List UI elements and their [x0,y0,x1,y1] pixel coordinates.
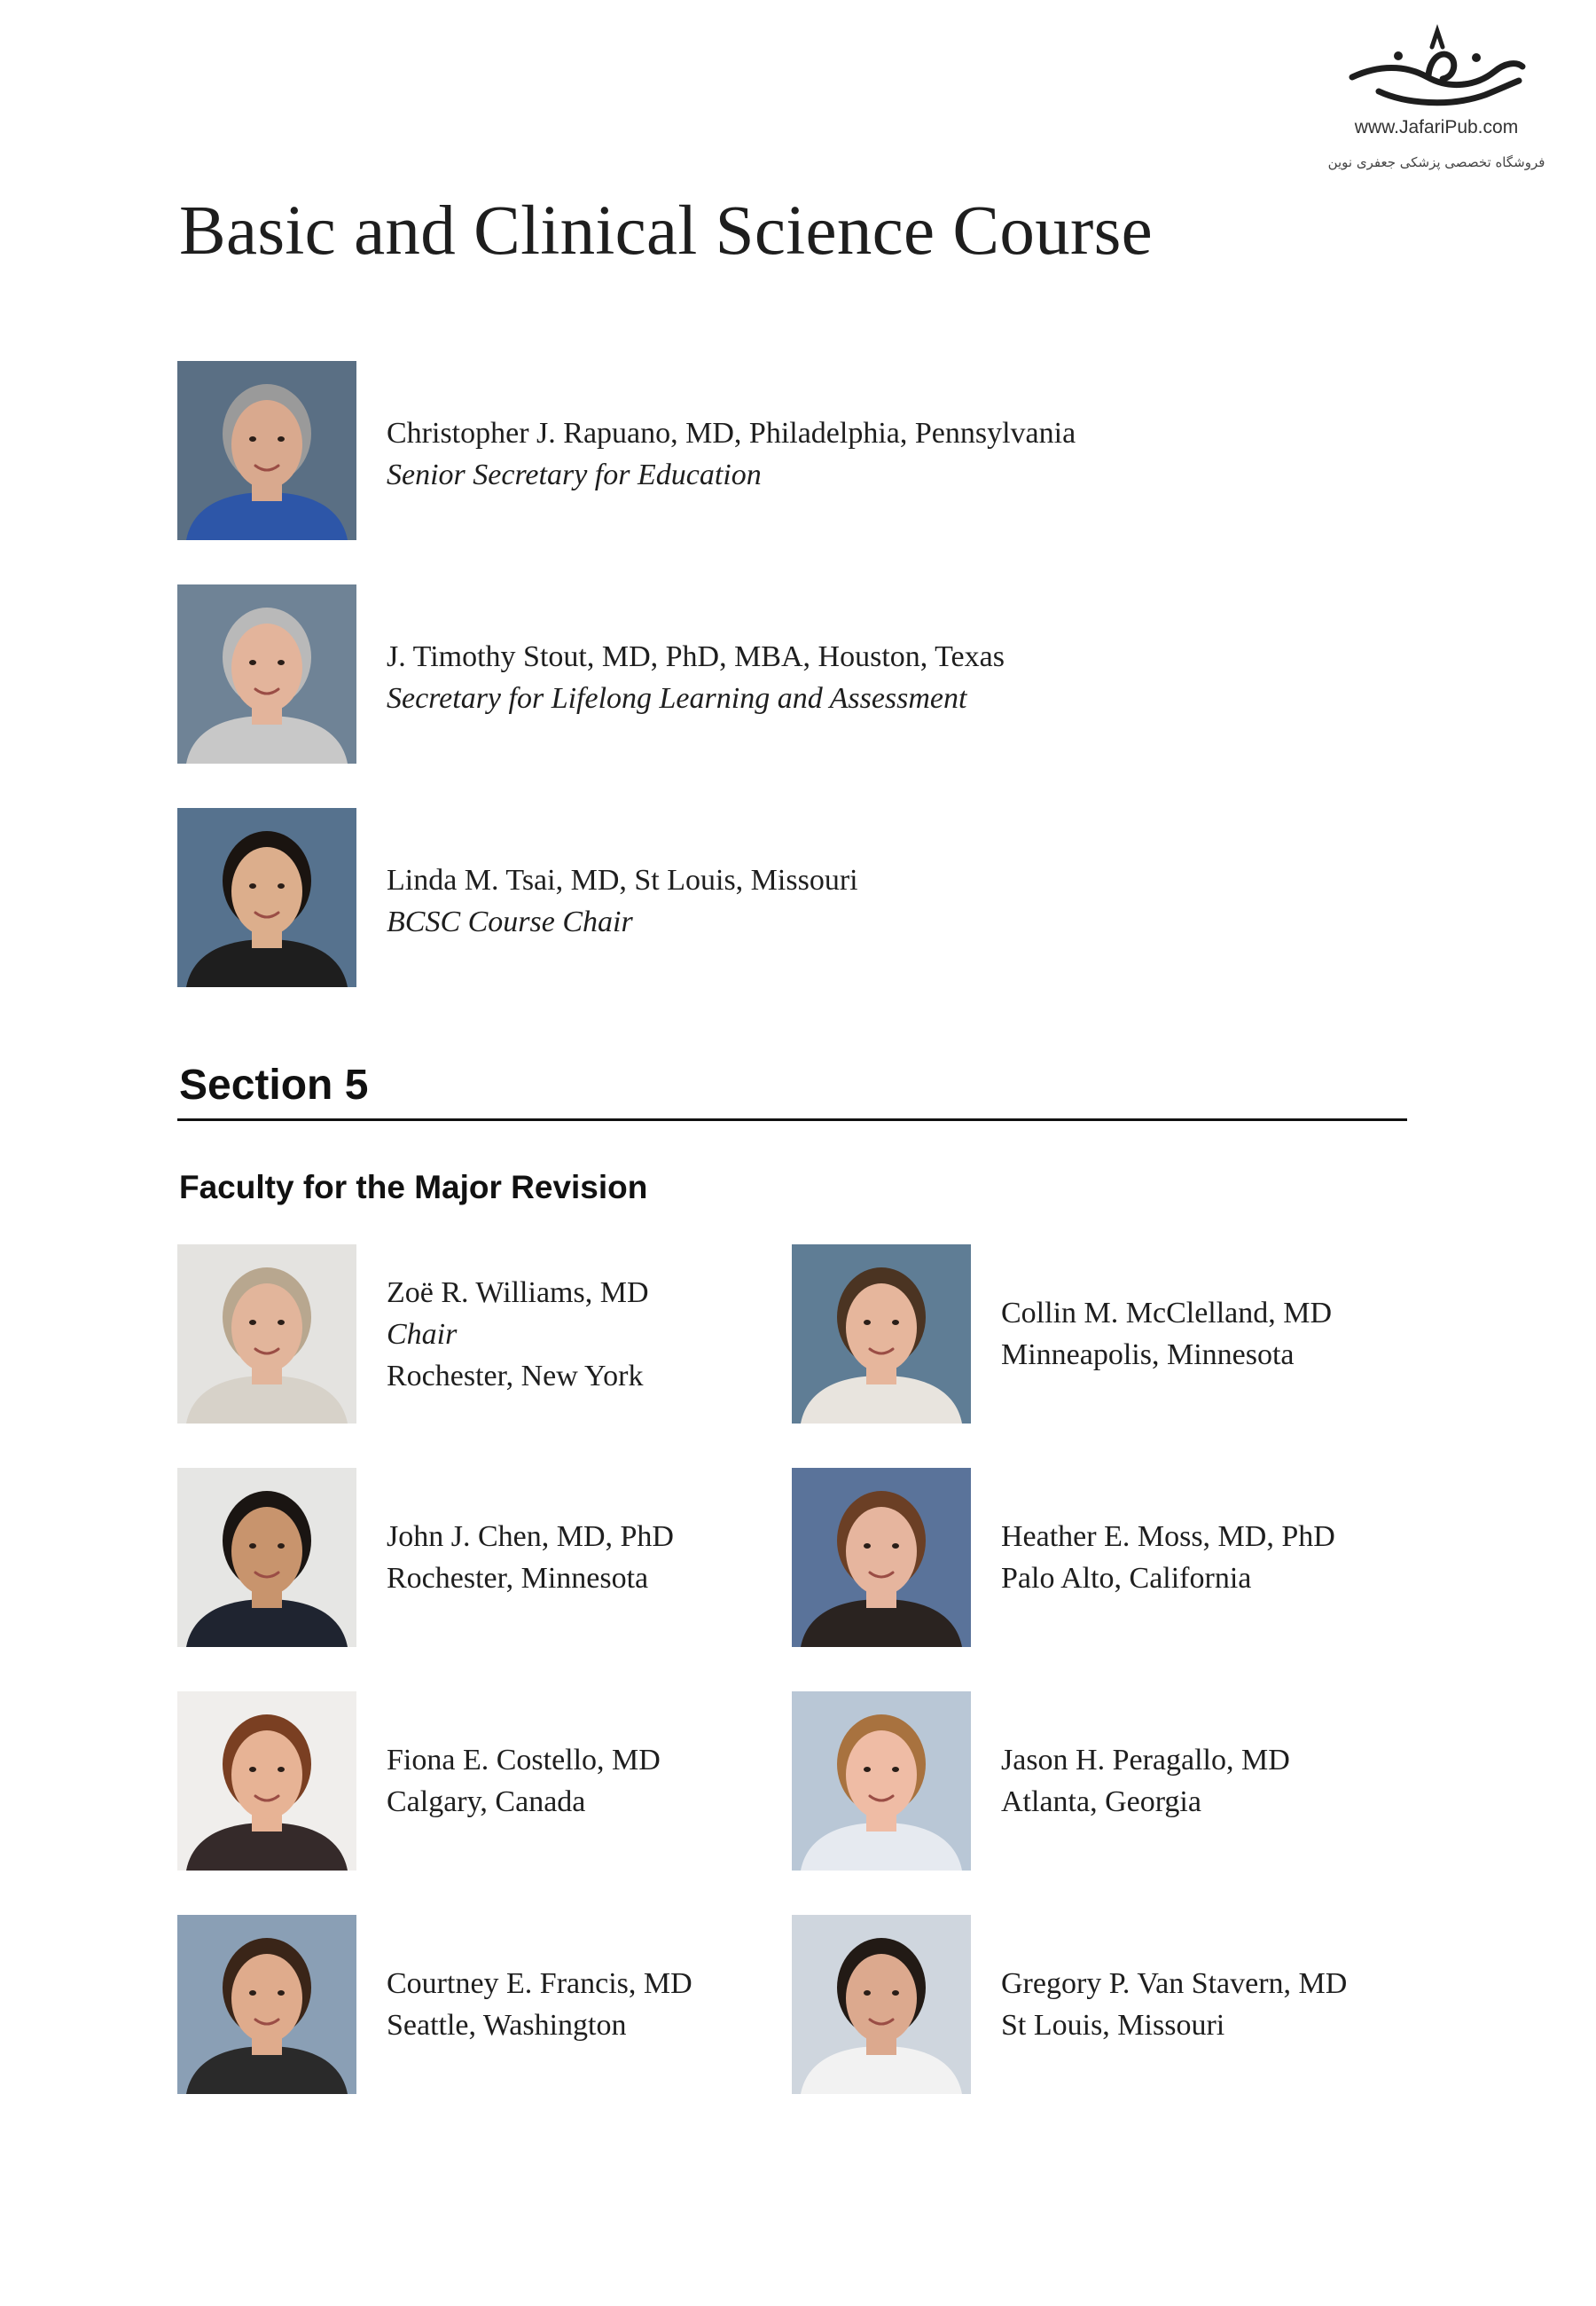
faculty-name: Heather E. Moss, MD, PhD [1001,1520,1335,1553]
portrait-image [177,1244,356,1424]
portrait-image [177,584,356,764]
leader-role: BCSC Course Chair [387,906,633,938]
page-title: Basic and Clinical Science Course [179,192,1154,270]
section-divider [177,1118,1407,1121]
faculty-name: Collin M. McClelland, MD [1001,1297,1333,1329]
faculty-subheading: Faculty for the Major Revision [179,1169,648,1205]
leader-stout [177,584,1330,764]
publisher-tagline: فروشگاه تخصصی پزشکی جعفری نوین [1327,154,1545,170]
faculty-member-peragallo [792,1691,1395,1871]
faculty-photo [792,1468,971,1647]
portrait-image [177,808,356,987]
publisher-logo [1303,22,1569,182]
leader-photo [177,808,356,987]
portrait-image [177,1915,356,2094]
leader-photo [177,361,356,540]
faculty-location: Rochester, Minnesota [387,1562,649,1595]
faculty-photo [177,1691,356,1871]
faculty-location: St Louis, Missouri [1001,2009,1225,2042]
faculty-name: Jason H. Peragallo, MD [1001,1744,1290,1777]
leader-photo [177,584,356,764]
faculty-location: Minneapolis, Minnesota [1001,1338,1295,1371]
faculty-name: Zoë R. Williams, MD [387,1275,649,1309]
leader-name: Christopher J. Rapuano, MD, Philadelphia, Pennsylvania [387,417,1076,450]
portrait-image [177,1691,356,1871]
faculty-member-francis [177,1915,780,2094]
publisher-url: www.JafariPub.com [1354,117,1519,137]
faculty-photo [177,1915,356,2094]
faculty-photo [177,1468,356,1647]
leader-role: Senior Secretary for Education [387,459,762,491]
faculty-name: John J. Chen, MD, PhD [387,1520,674,1553]
leader-tsai [177,808,1330,987]
leader-name: J. Timothy Stout, MD, PhD, MBA, Houston, Texas [387,640,1005,673]
faculty-location: Rochester, New York [387,1359,644,1392]
portrait-image [792,1915,971,2094]
faculty-member-chen [177,1468,780,1647]
portrait-image [792,1468,971,1647]
faculty-photo [177,1244,356,1424]
faculty-member-costello [177,1691,780,1871]
faculty-location: Palo Alto, California [1001,1562,1252,1595]
section-heading: Section 5 [179,1062,369,1109]
faculty-location: Atlanta, Georgia [1001,1785,1201,1818]
publisher-logo-mark [1343,22,1530,115]
faculty-member-van-stavern [792,1915,1395,2094]
faculty-photo [792,1244,971,1424]
portrait-image [792,1691,971,1871]
portrait-image [177,361,356,540]
portrait-image [177,1468,356,1647]
portrait-image [792,1244,971,1424]
faculty-location: Calgary, Canada [387,1785,586,1818]
faculty-name: Courtney E. Francis, MD [387,1967,692,2000]
faculty-member-williams [177,1244,780,1424]
leader-name: Linda M. Tsai, MD, St Louis, Missouri [387,864,858,897]
faculty-name: Fiona E. Costello, MD [387,1744,661,1777]
faculty-photo [792,1691,971,1871]
faculty-member-moss [792,1468,1395,1647]
faculty-location: Seattle, Washington [387,2009,627,2042]
faculty-photo [792,1915,971,2094]
leader-rapuano [177,361,1330,540]
faculty-role: Chair [387,1317,458,1351]
faculty-member-mcclelland [792,1244,1395,1424]
leader-role: Secretary for Lifelong Learning and Assessment [387,682,967,715]
faculty-name: Gregory P. Van Stavern, MD [1001,1967,1348,2000]
